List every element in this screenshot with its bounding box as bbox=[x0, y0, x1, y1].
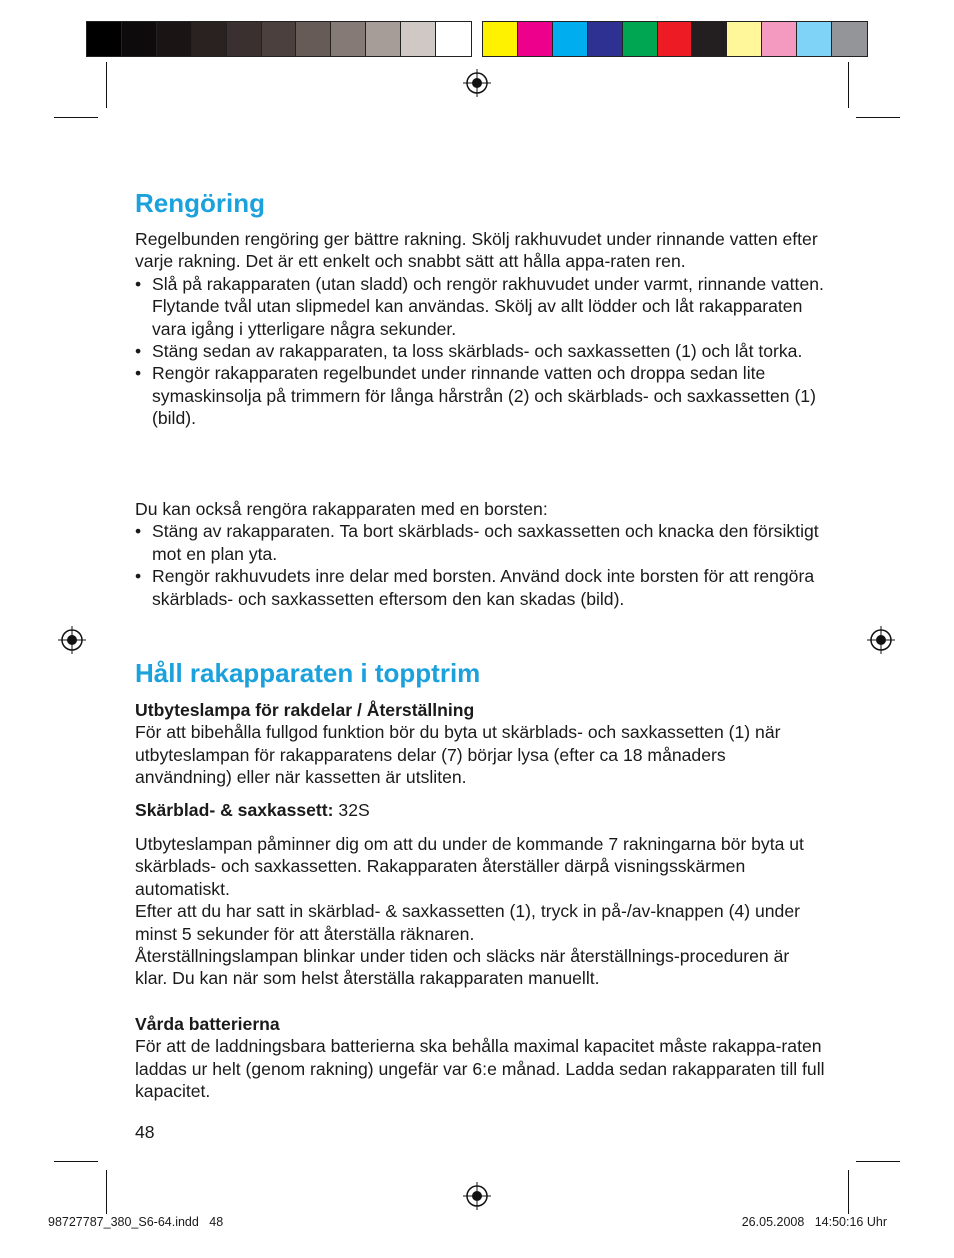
registration-mark-icon bbox=[867, 626, 895, 654]
color-swatch bbox=[483, 22, 518, 56]
page-number: 48 bbox=[135, 1122, 155, 1142]
crop-mark bbox=[848, 1170, 849, 1214]
footer-date-info: 26.05.2008 14:50:16 Uhr bbox=[741, 1215, 887, 1229]
subheading-battery: Vårda batterierna bbox=[135, 1014, 280, 1034]
section-title-maintenance: Håll rakapparaten i topptrim bbox=[135, 658, 481, 688]
part-number-line bbox=[135, 799, 825, 821]
color-swatch bbox=[87, 22, 122, 56]
part-label: Skärblad- & saxkassett: bbox=[135, 800, 334, 820]
list-item: • Rengör rakhuvudets inre delar med borsten. Använd dock inte borsten för att rengöra skärblads- och saxkassetten eftersom den kan skadas (bild). bbox=[135, 565, 825, 610]
color-swatch bbox=[762, 22, 797, 56]
subheading-replacement-lamp: Utbyteslampa för rakdelar / Återställning bbox=[135, 700, 475, 720]
color-swatch bbox=[588, 22, 623, 56]
registration-mark-icon bbox=[58, 626, 86, 654]
color-swatch bbox=[692, 22, 727, 56]
color-swatch bbox=[157, 22, 192, 56]
color-swatch bbox=[436, 22, 471, 56]
list-item: • Slå på rakapparaten (utan sladd) och rengör rakhuvudet under varmt, rinnande vatten. Flytande tvål utan slipmedel kan användas. Skölj av allt lödder och låt rakapparaten vara igång i ytterligare några sekunder. bbox=[135, 273, 825, 340]
reset-paragraph: Efter att du har satt in skärblad- & saxkassetten (1), tryck in på-/av-knappen (4) under minst 5 sekunder för att återställa räknaren. bbox=[135, 901, 800, 944]
replacement-lamp-body bbox=[135, 699, 825, 789]
color-swatch bbox=[797, 22, 832, 56]
crop-mark bbox=[106, 62, 107, 108]
crop-mark bbox=[856, 117, 900, 118]
cleaning-body bbox=[135, 228, 825, 430]
color-swatch bbox=[553, 22, 588, 56]
section-title-cleaning: Rengöring bbox=[135, 188, 265, 218]
cleaning-intro: Regelbunden rengöring ger bättre rakning. Skölj rakhuvudet under rinnande vatten efter varje rakning. Det är ett enkelt och snabbt sätt att hålla appa-raten ren. bbox=[135, 229, 818, 272]
color-swatch bbox=[727, 22, 762, 56]
color-swatch bbox=[518, 22, 553, 56]
grayscale-color-bar bbox=[86, 21, 472, 57]
process-color-bar bbox=[482, 21, 868, 57]
battery-body bbox=[135, 1013, 825, 1103]
color-swatch bbox=[192, 22, 227, 56]
color-swatch bbox=[122, 22, 157, 56]
replacement-lamp-text: För att bibehålla fullgod funktion bör du byta ut skärblads- och saxkassetten (1) när utbyteslampan för rakapparatens delar (7) börjar lysa (efter ca 18 månaders användning) eller när kassetten är utsliten. bbox=[135, 722, 781, 788]
list-item: • Rengör rakapparaten regelbundet under rinnande vatten och droppa sedan lite symaskinsolja på trimmern för långa hårstrån (2) och skärblads- och saxkassetten (1) (bild). bbox=[135, 362, 825, 429]
color-swatch bbox=[366, 22, 401, 56]
footer-file-info: 98727787_380_S6-64.indd 48 bbox=[48, 1215, 224, 1229]
color-swatch bbox=[296, 22, 331, 56]
registration-mark-icon bbox=[463, 1182, 491, 1210]
brush-body bbox=[135, 498, 825, 610]
battery-text: För att de laddningsbara batterierna ska behålla maximal kapacitet måste rakappa-raten laddas ur helt (genom rakning) ungefär var 6:e månad. Ladda sedan rakapparaten till full kapacitet. bbox=[135, 1036, 825, 1102]
reset-paragraph: Utbyteslampan påminner dig om att du under de kommande 7 rakningarna bör byta ut skärblads- och saxkassetten. Rakapparaten återställer därpå visningsskärmen automatiskt. bbox=[135, 834, 804, 899]
registration-mark-icon bbox=[463, 69, 491, 97]
crop-mark bbox=[106, 1170, 107, 1214]
color-swatch bbox=[227, 22, 262, 56]
color-swatch bbox=[832, 22, 867, 56]
crop-mark bbox=[848, 62, 849, 108]
reset-body bbox=[135, 833, 825, 990]
crop-mark bbox=[54, 1161, 98, 1162]
cleaning-bullet-list bbox=[135, 273, 825, 430]
list-item: • Stäng sedan av rakapparaten, ta loss skärblads- och saxkassetten (1) och låt torka. bbox=[135, 340, 825, 362]
color-swatch bbox=[658, 22, 693, 56]
color-swatch bbox=[623, 22, 658, 56]
color-swatch bbox=[331, 22, 366, 56]
brush-bullet-list bbox=[135, 520, 825, 610]
list-item: • Stäng av rakapparaten. Ta bort skärblads- och saxkassetten och knacka den försiktigt mot en plan yta. bbox=[135, 520, 825, 565]
part-value: 32S bbox=[338, 800, 370, 820]
color-swatch bbox=[262, 22, 297, 56]
crop-mark bbox=[856, 1161, 900, 1162]
color-swatch bbox=[401, 22, 436, 56]
crop-mark bbox=[54, 117, 98, 118]
reset-paragraph: Återställningslampan blinkar under tiden och släcks när återställnings-proceduren är klar. Du kan när som helst återställa rakapparaten manuellt. bbox=[135, 946, 790, 989]
brush-intro: Du kan också rengöra rakapparaten med en borsten: bbox=[135, 499, 548, 519]
